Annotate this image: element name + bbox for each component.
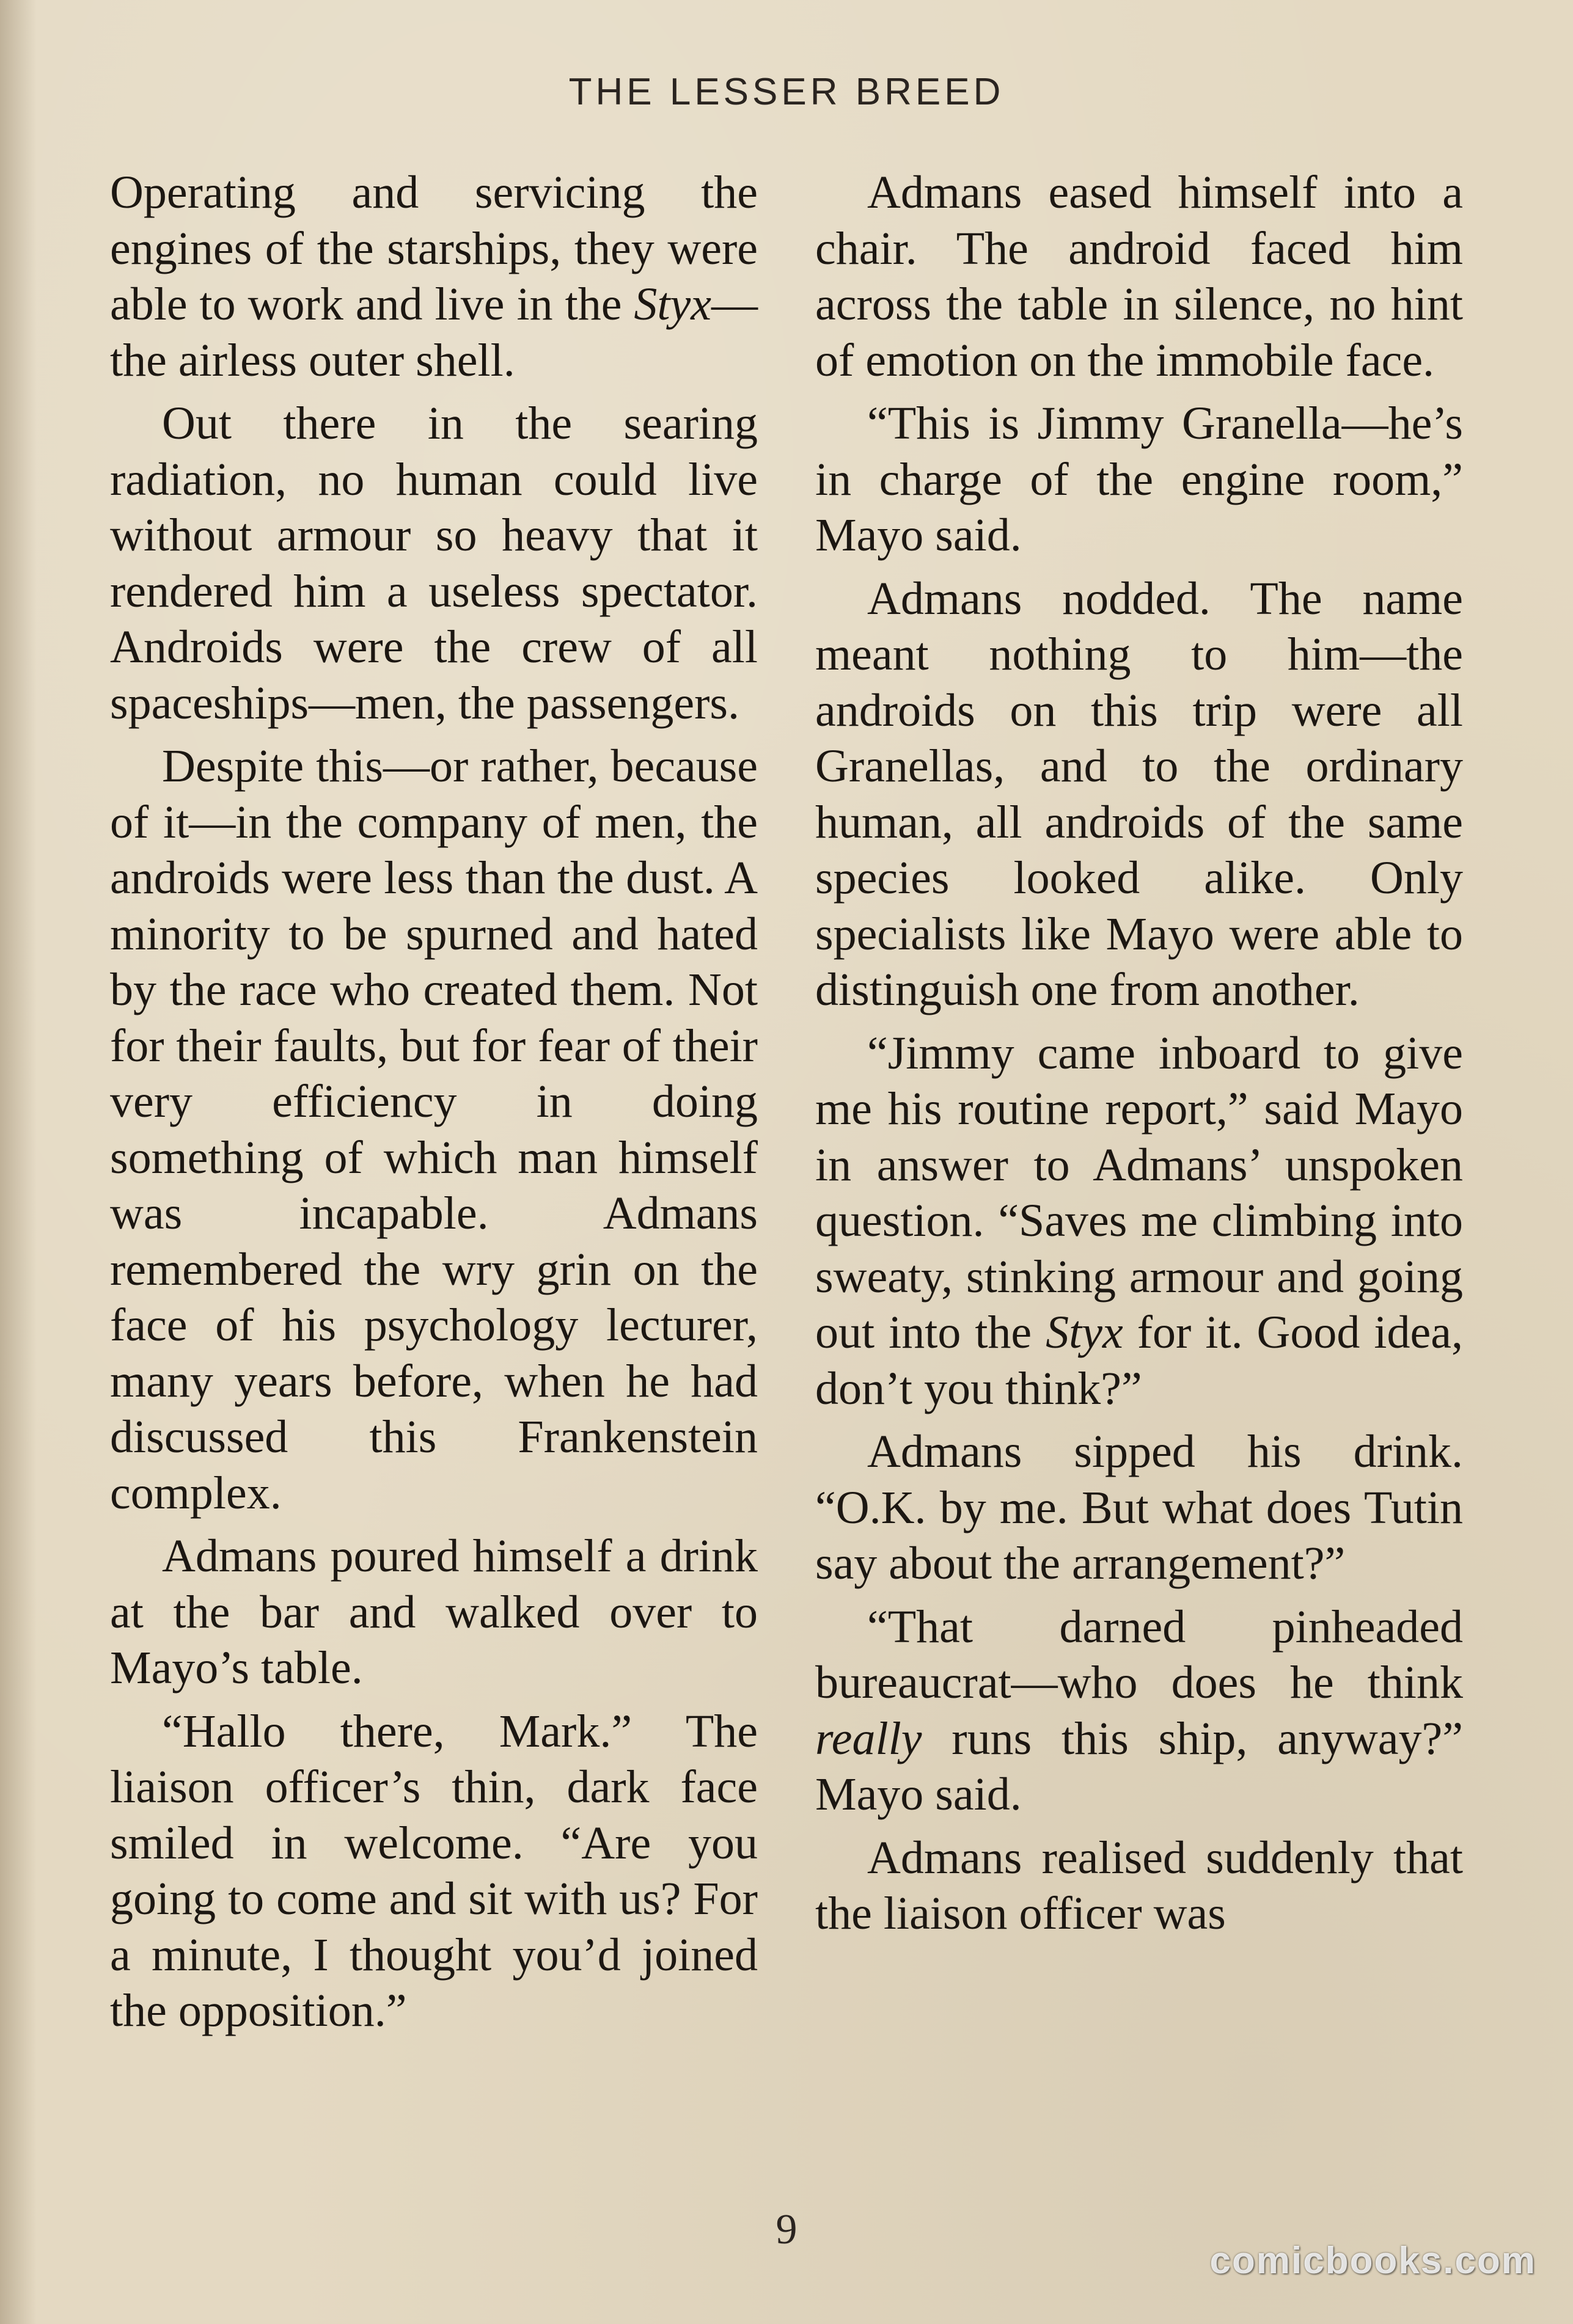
- paragraph: Admans eased himself into a chair. The android faced him across the table in silence, no hint of emotion on the immobile face.: [815, 167, 1463, 386]
- paragraph: “This is Jimmy Granella—he’s in charge of the engine room,” Mayo said.: [815, 398, 1463, 561]
- page-number: 9: [776, 2206, 798, 2253]
- paragraph: Despite this—or rather, because of it—in the company of men, the androids were less than the dust. A minority to be spurned and hated by the race who created them. Not for their faults, but for fear of their very efficiency in doing something of which man himself was incapable. Admans remembered the wry grin on the face of his psychology lecturer, many years before, when he had discussed this Frankenstein complex.: [110, 740, 758, 1519]
- paragraph: Admans nodded. The name meant nothing to him—the androids on this trip were all Granellas, and to the ordinary human, all androids of the same species looked alike. Only specialists like Mayo were able to distinguish one from another.: [815, 572, 1463, 1015]
- paragraph: “Hallo there, Mark.” The liaison officer’s thin, dark face smiled in welcome. “Are you going to come and sit with us? For a minute, I thought you’d joined the opposition.”: [110, 1705, 758, 2036]
- running-head: THE LESSER BREED: [568, 71, 1005, 113]
- watermark-logo: comicbooks.com: [1209, 2240, 1536, 2282]
- paragraph: Out there in the searing radiation, no human could live without armour so heavy that it rendered him a useless spectator. Androids were the crew of all spaceships—men, the passengers.: [110, 398, 758, 729]
- paragraph: “Jimmy came inboard to give me his routine report,” said Mayo in answer to Admans’ unspoken question. “Saves me climbing into sweaty, stinking armour and going out into the Styx for it. Good idea, don’t you think?”: [815, 1027, 1463, 1414]
- page-edge-shadow: [0, 0, 37, 2324]
- right-column: [815, 165, 1463, 1949]
- paragraph: “That darned pinheaded bureaucrat—who does he think really runs this ship, anyway?” Mayo said.: [815, 1601, 1463, 1820]
- paragraph: Admans poured himself a drink at the bar and walked over to Mayo’s table.: [110, 1530, 758, 1694]
- paragraph: Admans realised suddenly that the liaison officer was: [815, 1832, 1463, 1939]
- paragraph: Admans sipped his drink. “O.K. by me. But what does Tutin say about the arrangement?”: [815, 1426, 1463, 1589]
- left-column: [110, 165, 758, 2047]
- paragraph: Operating and servicing the engines of the starships, they were able to work and live in the Styx—the airless outer shell.: [110, 167, 758, 386]
